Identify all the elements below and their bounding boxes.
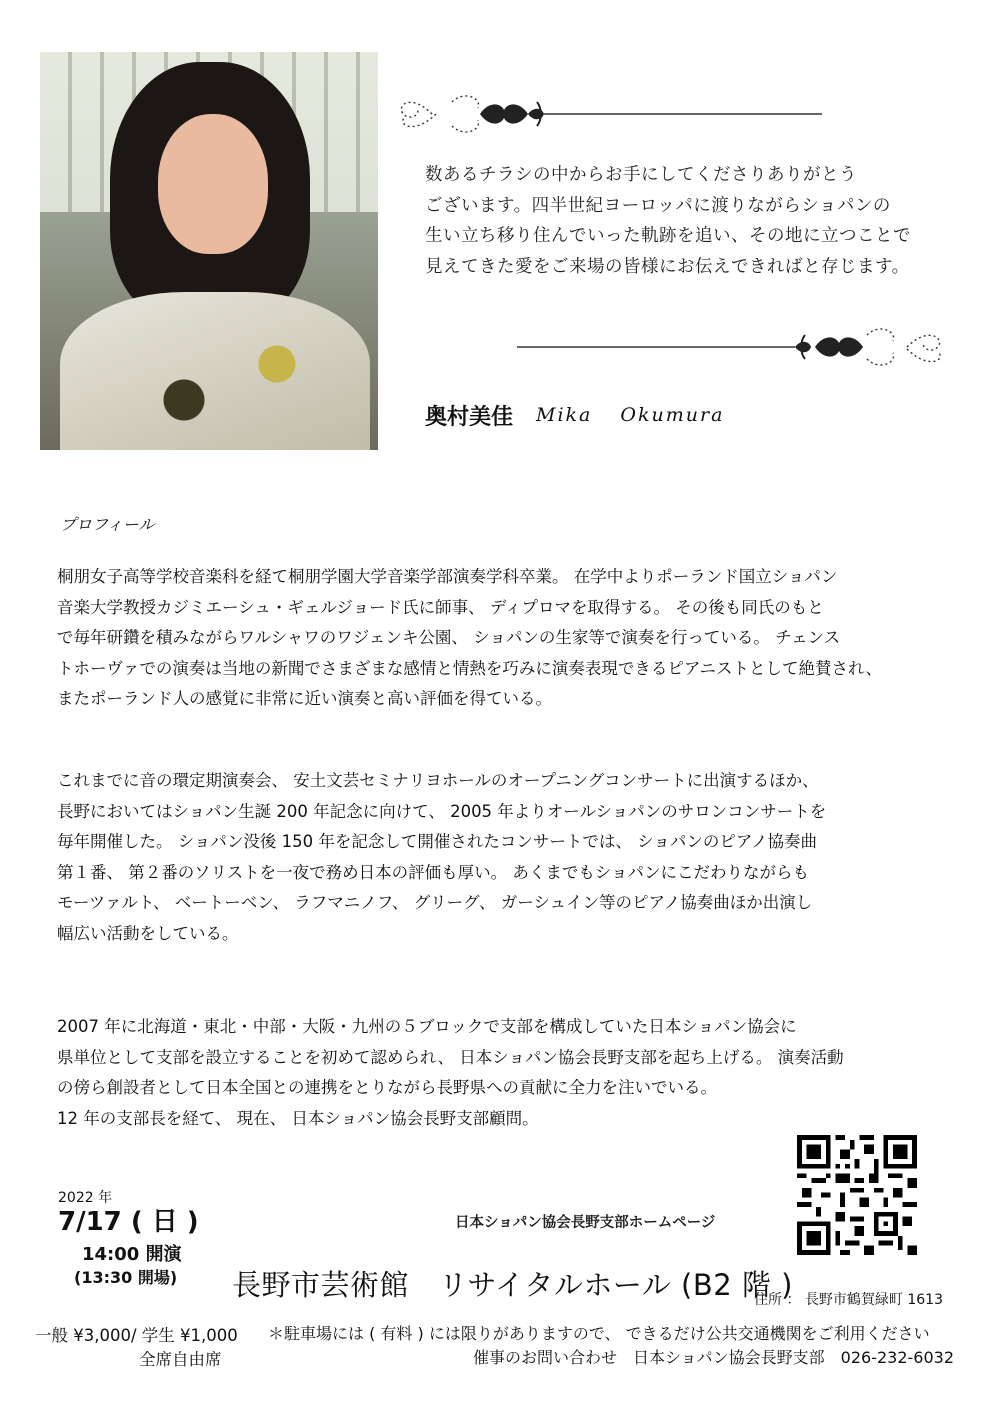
ticket-price: 一般 ¥3,000/ 学生 ¥1,000 [35,1326,238,1345]
venue-name: 長野市芸術館 リサイタルホール (B2 階 ) [232,1268,793,1302]
profile-line: 幅広い活動をしている。 [57,923,239,943]
event-date: 7/17 ( 日 ) [58,1207,199,1237]
qr-code-icon[interactable] [797,1135,917,1255]
profile-line: 2007 年に北海道・東北・中部・大阪・九州の５ブロックで支部を構成していた日本ショパン協会に [57,1017,797,1036]
profile-line: 桐朋女子高等学校音楽科を経て桐朋学園大学音楽学部演奏学科卒業。 在学中よりポーランド国立ショパン [57,567,838,586]
intro-line: 見えてきた愛をご来場の皆様にお伝えできればと存じます。 [425,256,910,277]
profile-line: で毎年研鑽を積みながらワルシャワのワジェンキ公園、 ショパンの生家等で演奏を行っている。 チェンス [57,628,841,647]
performer-photo [40,52,378,450]
seating-info: 全席自由席 [139,1350,222,1369]
parking-note: ＊駐車場には ( 有料 ) には限りがありますので、 できるだけ公共交通機関をご利用ください [268,1324,930,1343]
ornament-divider-top [392,88,827,140]
contact-info: 催事のお問い合わせ 日本ショパン協会長野支部 026-232-6032 [473,1348,955,1367]
intro-line: 数あるチラシの中からお手にしてくださりありがとう [425,165,857,185]
performer-name-japanese: 奥村美佳 [425,405,514,430]
profile-line: 毎年開催した。 ショパン没後 150 年を記念して開催されたコンサートでは、 ショパンのピアノ協奏曲 [57,832,817,851]
profile-line: 長野においてはショパン生誕 200 年記念に向けて、 2005 年よりオールショパンのサロンコンサートを [57,801,827,821]
profile-line: 県単位として支部を設立することを初めて認められ、 日本ショパン協会長野支部を起ち上げる。 演奏活動 [57,1047,844,1067]
profile-line: 第１番、 第２番のソリストを一夜で務め日本の評価も厚い。 あくまでもショパンにこだわりながらも [57,862,809,882]
profile-paragraph-1 [57,562,962,715]
event-year: 2022 年 [58,1190,113,1206]
intro-line: ございます。四半世紀ヨーロッパに渡りながらショパンの [425,195,891,216]
intro-line: 生い立ち移り住んでいった軌跡を追い、その地に立つことで [425,226,911,246]
profile-line: トホーヴァでの演奏は当地の新聞でさまざまな感情と情熱を巧みに演奏表現できるピアニストとして絶賛され、 [57,658,882,678]
homepage-label: 日本ショパン協会長野支部ホームページ [455,1215,716,1231]
profile-line: またポーランド人の感覚に非常に近い演奏と高い評価を得ている。 [57,689,552,708]
performer-name-english: Mika Okumura [536,404,725,426]
profile-line: これまでに音の環定期演奏会、 安土文芸セミナリヨホールのオープニングコンサートに出演するほか、 [57,771,819,790]
profile-heading: プロフィール [60,515,155,534]
profile-line: モーツァルト、 ベートーベン、 ラフマニノフ、 グリーグ、 ガーシュイン等のピアノ協奏曲ほか出演し [57,893,813,912]
start-time: 14:00 開演 [82,1244,182,1265]
profile-paragraph-3 [57,1012,962,1134]
profile-line: 12 年の支部長を経て、 現在、 日本ショパン協会長野支部顧問。 [57,1108,539,1128]
profile-line: の傍ら創設者として日本全国との連携をとりながら長野県への貢献に全力を注いでいる。 [57,1078,717,1097]
intro-message [425,160,965,282]
profile-line: 音楽大学教授カジミエーシュ・ギェルジョード氏に師事、 ディプロマを取得する。 その後も同氏のもと [57,597,824,617]
ornament-divider-bottom [515,320,955,380]
doors-open-time: (13:30 開場) [74,1268,178,1287]
venue-address: 住所 ： 長野市鶴賀緑町 1613 [754,1292,943,1308]
profile-paragraph-2 [57,766,962,949]
